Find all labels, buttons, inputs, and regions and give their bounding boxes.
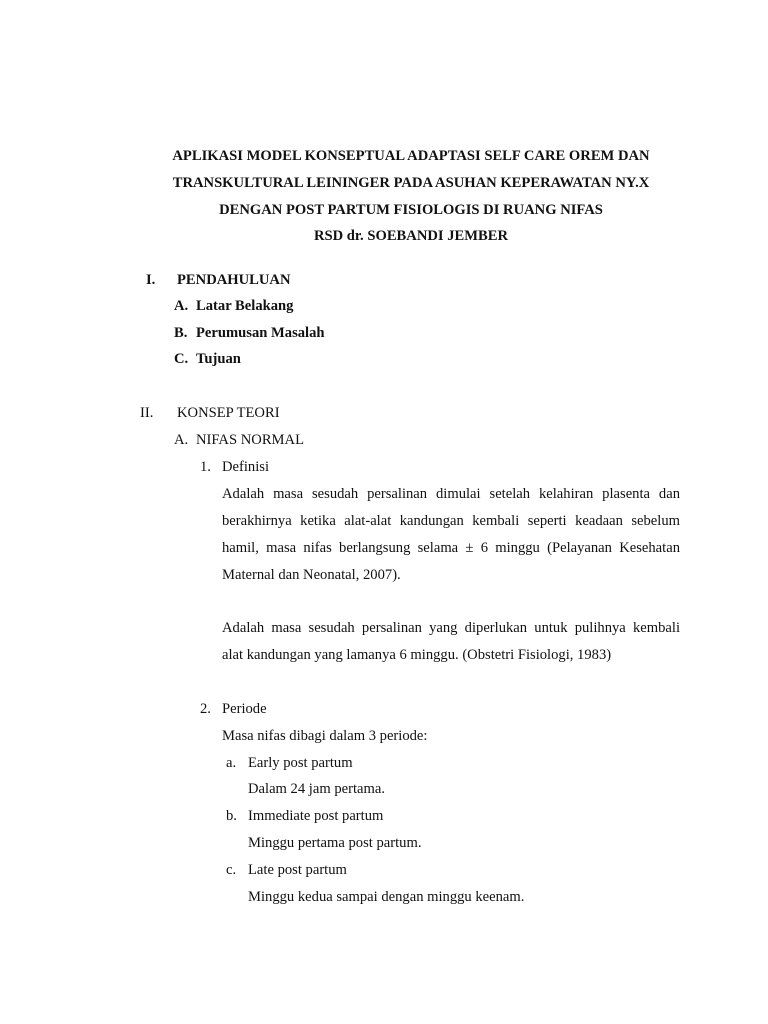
paragraph-line: hamil, masa nifas berlangsung selama ± 6 minggu (Pelayanan Kesehatan	[222, 540, 680, 556]
title-line-3: DENGAN POST PARTUM FISIOLOGIS DI RUANG NIFAS	[219, 202, 603, 218]
definisi-label: Definisi	[222, 459, 270, 475]
paragraph-line: berakhirnya ketika alat-alat kandungan kembali seperti keadaan sebelum	[222, 513, 680, 529]
periode-item-desc: Dalam 24 jam pertama.	[248, 781, 385, 797]
lettered-marker: c.	[226, 862, 237, 878]
paragraph-line: Adalah masa sesudah persalinan yang diperlukan untuk pulihnya kembali	[222, 620, 680, 636]
paragraph-line: Adalah masa sesudah persalinan dimulai setelah kelahiran plasenta dan	[222, 486, 680, 502]
periode-label: Periode	[222, 701, 267, 717]
subsection-heading: NIFAS NORMAL	[196, 432, 304, 448]
list-item-label: Tujuan	[196, 351, 241, 367]
title-line-4: RSD dr. SOEBANDI JEMBER	[313, 228, 509, 244]
periode-intro: Masa nifas dibagi dalam 3 periode:	[222, 728, 428, 744]
section-1-heading: PENDAHULUAN	[177, 272, 291, 288]
title-line-2: TRANSKULTURAL LEININGER PADA ASUHAN KEPERAWATAN NY.X	[172, 175, 650, 191]
list-item-label: Latar Belakang	[196, 298, 294, 314]
list-marker: A.	[174, 298, 189, 314]
section-1-number: I.	[146, 272, 156, 288]
paragraph-line: alat kandungan yang lamanya 6 minggu. (Obstetri Fisiologi, 1983)	[222, 647, 612, 663]
paragraph-line: Maternal dan Neonatal, 2007).	[222, 567, 401, 583]
periode-item-label: Early post partum	[248, 755, 353, 771]
section-2-number: II.	[140, 405, 154, 421]
numbered-marker: 1.	[200, 459, 211, 475]
periode-item-label: Late post partum	[248, 862, 347, 878]
periode-item-desc: Minggu pertama post partum.	[248, 835, 422, 851]
lettered-marker: a.	[226, 755, 237, 771]
periode-item-label: Immediate post partum	[248, 808, 384, 824]
periode-item-desc: Minggu kedua sampai dengan minggu keenam.	[248, 889, 525, 905]
list-item-label: Perumusan Masalah	[196, 325, 325, 341]
lettered-marker: b.	[226, 808, 237, 824]
section-2-heading: KONSEP TEORI	[177, 405, 280, 421]
subsection-marker: A.	[174, 432, 189, 448]
list-marker: C.	[174, 351, 189, 367]
numbered-marker: 2.	[200, 701, 211, 717]
list-marker: B.	[174, 325, 188, 341]
title-line-1: APLIKASI MODEL KONSEPTUAL ADAPTASI SELF CARE OREM DAN	[172, 148, 650, 164]
